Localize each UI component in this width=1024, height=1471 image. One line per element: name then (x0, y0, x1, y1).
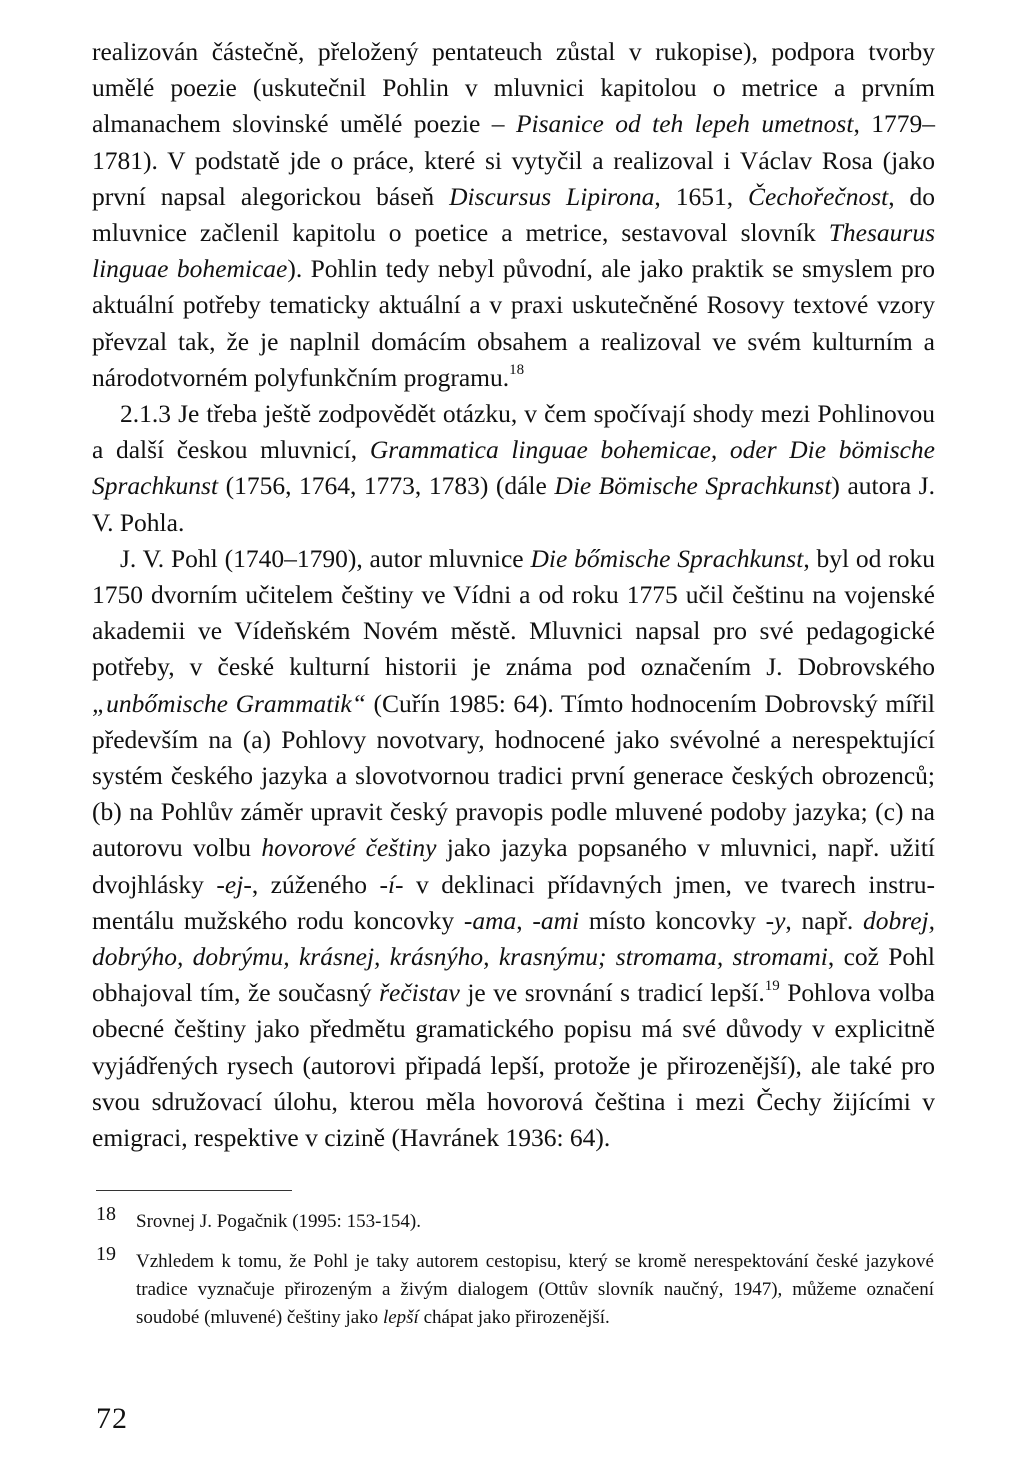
italic-text: Pisanice od teh lepeh umetnost (515, 109, 854, 139)
italic-text: Die bőmische Sprachkunst (530, 543, 804, 573)
italic-text: Grammatica linguae bohemicae, oder Die bömische Sprachkunst (92, 435, 936, 501)
italic-text: Discursus Lipirona (449, 181, 655, 211)
text-run: , 1651, (654, 181, 748, 211)
footnote-reference: 18 (509, 362, 525, 379)
italic-text: hovorové češtiny (261, 833, 437, 863)
text-run: J. V. Pohl (1740–1790), autor mluvnice (120, 543, 531, 573)
italic-text: -ami (532, 905, 580, 935)
page-number: 72 (96, 1402, 128, 1435)
text-run: Pohlova volba obecné češtiny jako předmětu gramatického popisu má své důvody v explicitně vyjádřených rysech (autorovi připadá lepší, protože je přirozenější), ale také pro svou sdružovací úlohu, kterou měla hovorová čeština i mezi Čechy žijícími v emigraci, respektive v cizině (Havránek 1936: 64). (92, 978, 935, 1153)
text-run: Srovnej J. Pogačnik (1995: 153-154). (136, 1211, 421, 1232)
text-run: (1756, 1764, 1773, 1783) (dále (218, 471, 555, 501)
italic-text: dobrej, dobrýho, dobrýmu, krásnej, krásnýho, krasnýmu; stromama, stromami (92, 905, 935, 972)
footnote-separator (96, 1190, 292, 1191)
text-run: v deklinaci přídavných jmen, ve tvarech instrumentálu mužského rodu koncovky (92, 869, 936, 935)
footnote-reference: 19 (764, 977, 780, 994)
text-run: ) autora J. V. Pohla. (92, 471, 935, 537)
text-run: chápat jako přirozenější. (418, 1307, 610, 1328)
text-run: , např. (785, 905, 863, 935)
italic-text: lepší (382, 1307, 419, 1328)
italic-text: Die Bömische Sprachkunst (554, 471, 832, 501)
text-run: , byl od roku 1750 dvorním učitelem češtiny ve Vídni a od roku 1775 učil češtinu na vojenské akademii ve Vídeňském Novém městě. Mluvnici napsal pro své pedagogické potřeby, v české kulturní historii je známa pod označením J. Dobrovského (92, 543, 935, 682)
italic-text: Thesaurus linguae bohemicae (92, 218, 935, 284)
footnote-text (136, 1251, 934, 1328)
italic-text: Čechořečnost (748, 181, 889, 211)
footnote-number: 18 (96, 1203, 116, 1225)
text-run: , zúženého (251, 869, 380, 899)
footnotes (96, 1203, 934, 1344)
text-run: , (516, 905, 533, 935)
text-run: , 1779–1781). V podstatě jde o práce, které si vytyčil a realizoval i Václav Rosa (jako první napsal alegorickou báseň (92, 109, 936, 211)
text-run: jako jazyka popsaného v mluvnici, např. užití dvojhlásky (92, 833, 936, 899)
text-run: , což Pohl obhajoval tím, že současný (92, 942, 936, 1008)
footnote-18 (96, 1203, 934, 1236)
italic-text: -ama (463, 905, 517, 935)
footnote-19 (96, 1243, 934, 1332)
text-run: je ve srovnání s tradicí lepší. (459, 978, 765, 1008)
paragraph-section-2-1-3 (92, 396, 935, 541)
footnote-number: 19 (96, 1243, 116, 1265)
text-run: Vzhledem k tomu, že Pohl je taky autorem cestopisu, který se kromě nerespektování české jazykové tradice vyznačuje přirozeným a živým dialogem (Ottův slovník naučný, 1947), můžeme označení soudobé (mluvené) češtiny jako (136, 1251, 934, 1328)
body-text (92, 34, 935, 1156)
italic-text: -í- (379, 869, 404, 899)
text-run: 2.1.3 Je třeba ještě zodpovědět otázku, v čem spočívají shody mezi Pohlinovou a další českou mluvnicí, (92, 399, 935, 465)
text-run: místo koncovky (579, 905, 766, 935)
text-run: realizován částečně, přeložený pentateuch zůstal v rukopise), podpora tvorby umělé poezie (uskutečnil Pohlin v mluvnici kapitolou o metrice a prvním almanachem slovinské umělé poezie – (92, 37, 935, 139)
text-run: ). Pohlin tedy nebyl původní, ale jako praktik se smyslem pro aktuální potřeby tematicky aktuální a v praxi uskutečněné Rosovy textové vzory převzal tak, že je naplnil domácím obsahem a realizoval ve svém kulturním a národotvorném polyfunkčním programu. (92, 254, 935, 392)
text-run: (Cuřín 1985: 64). Tímto hodnocením Dobrovský mířil především na (a) Pohlovy novotvary, hodnocené jako svévolné a nerespektující systém českého jazyka a slovotvornou tradici první generace českých obrozenců; (b) na Pohlův záměr upravit český pravopis podle mluvené podoby jazyka; (c) na autorovu volbu (92, 688, 935, 863)
paragraph (92, 541, 935, 1156)
italic-text: řečistav (379, 978, 460, 1008)
italic-text: -ej- (216, 869, 252, 899)
italic-text: -y (765, 905, 786, 935)
footnote-text (136, 1211, 421, 1232)
italic-text: „unbőmische Grammatik“ (92, 688, 366, 718)
paragraph (92, 34, 935, 396)
text-run: , do mluvnice začlenil kapitolu o poetice a metrice, sestavoval slovník (92, 181, 936, 248)
